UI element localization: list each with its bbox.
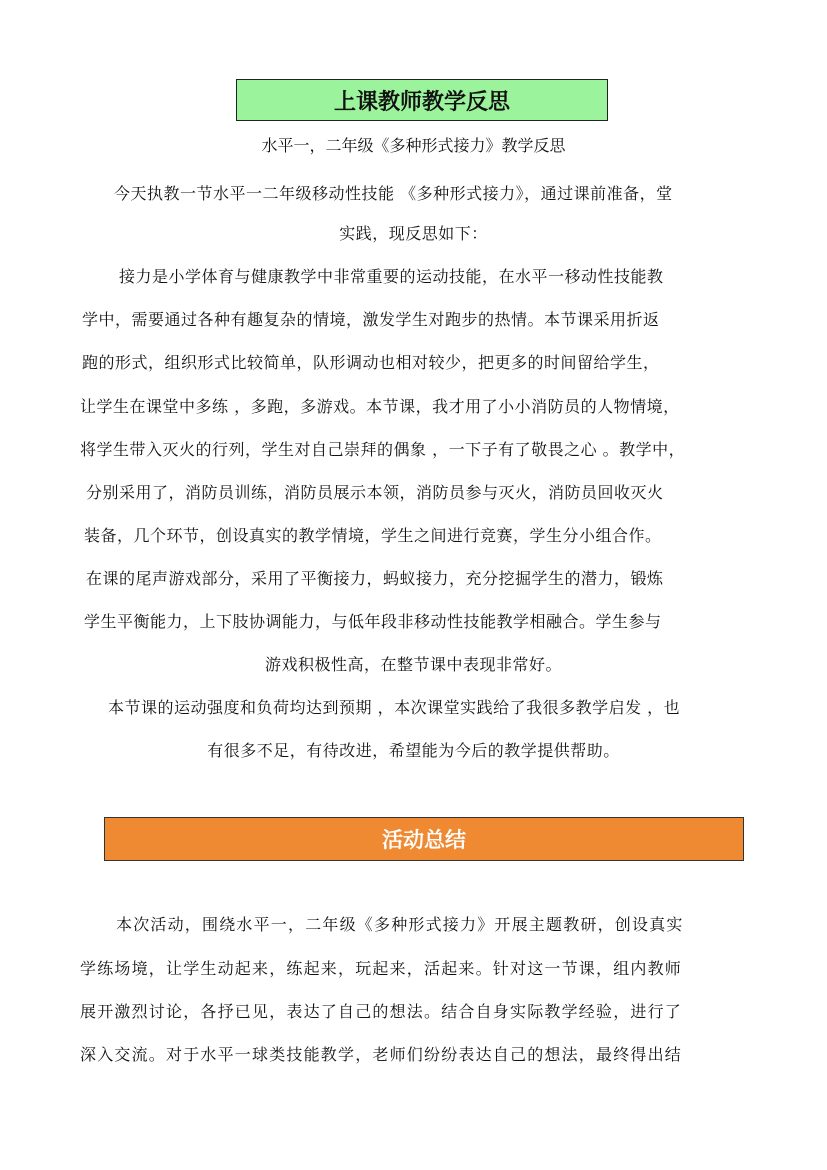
closing-line-1: 本节课的运动强度和负荷均达到预期 ，本次课堂实践给了我很多教学启发 ，也 — [108, 698, 681, 717]
body-line-3: 跑的形式，组织形式比较简单，队形调动也相对较少，把更多的时间留给学生， — [82, 353, 660, 372]
summary-line-3: 展开激烈讨论，各抒已见，表达了自己的想法。结合自身实际教学经验，进行了 — [80, 1002, 683, 1021]
body-line-2: 学中，需要通过各种有趣复杂的情境，激发学生对跑步的热情。本节课采用折返 — [82, 310, 660, 329]
body-line-5: 将学生带入灭火的行列，学生对自己崇拜的偶象 ，一下子有了敬畏之心 。教学中， — [80, 440, 686, 459]
body-line-8: 在课的尾声游戏部分，采用了平衡接力，蚂蚁接力，充分挖掘学生的潜力，锻炼 — [86, 569, 664, 588]
body-line-10: 游戏积极性高，在整节课中表现非常好。 — [264, 655, 562, 674]
summary-title: 活动总结 — [104, 817, 744, 861]
body-line-1: 接力是小学体育与健康教学中非常重要的运动技能，在水平一移动性技能教 — [119, 267, 664, 286]
intro-line-1: 今天执教一节水平一二年级移动性技能 《多种形式接力》，通过课前准备，堂 — [114, 184, 673, 203]
reflection-title: 上课教师教学反思 — [236, 79, 608, 121]
closing-line-2: 有很多不足，有待改进，希望能为今后的教学提供帮助。 — [207, 741, 620, 760]
body-line-6: 分别采用了，消防员训练，消防员展示本领，消防员参与灭火，消防员回收灭火 — [86, 483, 664, 502]
body-line-7: 装备，几个环节，创设真实的教学情境，学生之间进行竞赛，学生分小组合作。 — [84, 526, 662, 545]
summary-line-2: 学练场境，让学生动起来，练起来，玩起来，活起来。针对这一节课，组内教师 — [80, 959, 683, 978]
summary-line-1: 本次活动，围绕水平一，二年级《多种形式接力》开展主题教研，创设真实 — [116, 915, 684, 934]
intro-line-2: 实践，现反思如下： — [339, 224, 488, 243]
body-line-4: 让学生在课堂中多练 ，多跑，多游戏。本节课，我才用了小小消防员的人物情境， — [80, 397, 680, 416]
summary-line-4: 深入交流。对于水平一球类技能教学，老师们纷纷表达自己的想法，最终得出结 — [80, 1045, 683, 1064]
reflection-subtitle: 水平一，二年级《多种形式接力》教学反思 — [261, 136, 566, 155]
body-line-9: 学生平衡能力，上下肢协调能力，与低年段非移动性技能教学相融合。学生参与 — [84, 612, 662, 631]
